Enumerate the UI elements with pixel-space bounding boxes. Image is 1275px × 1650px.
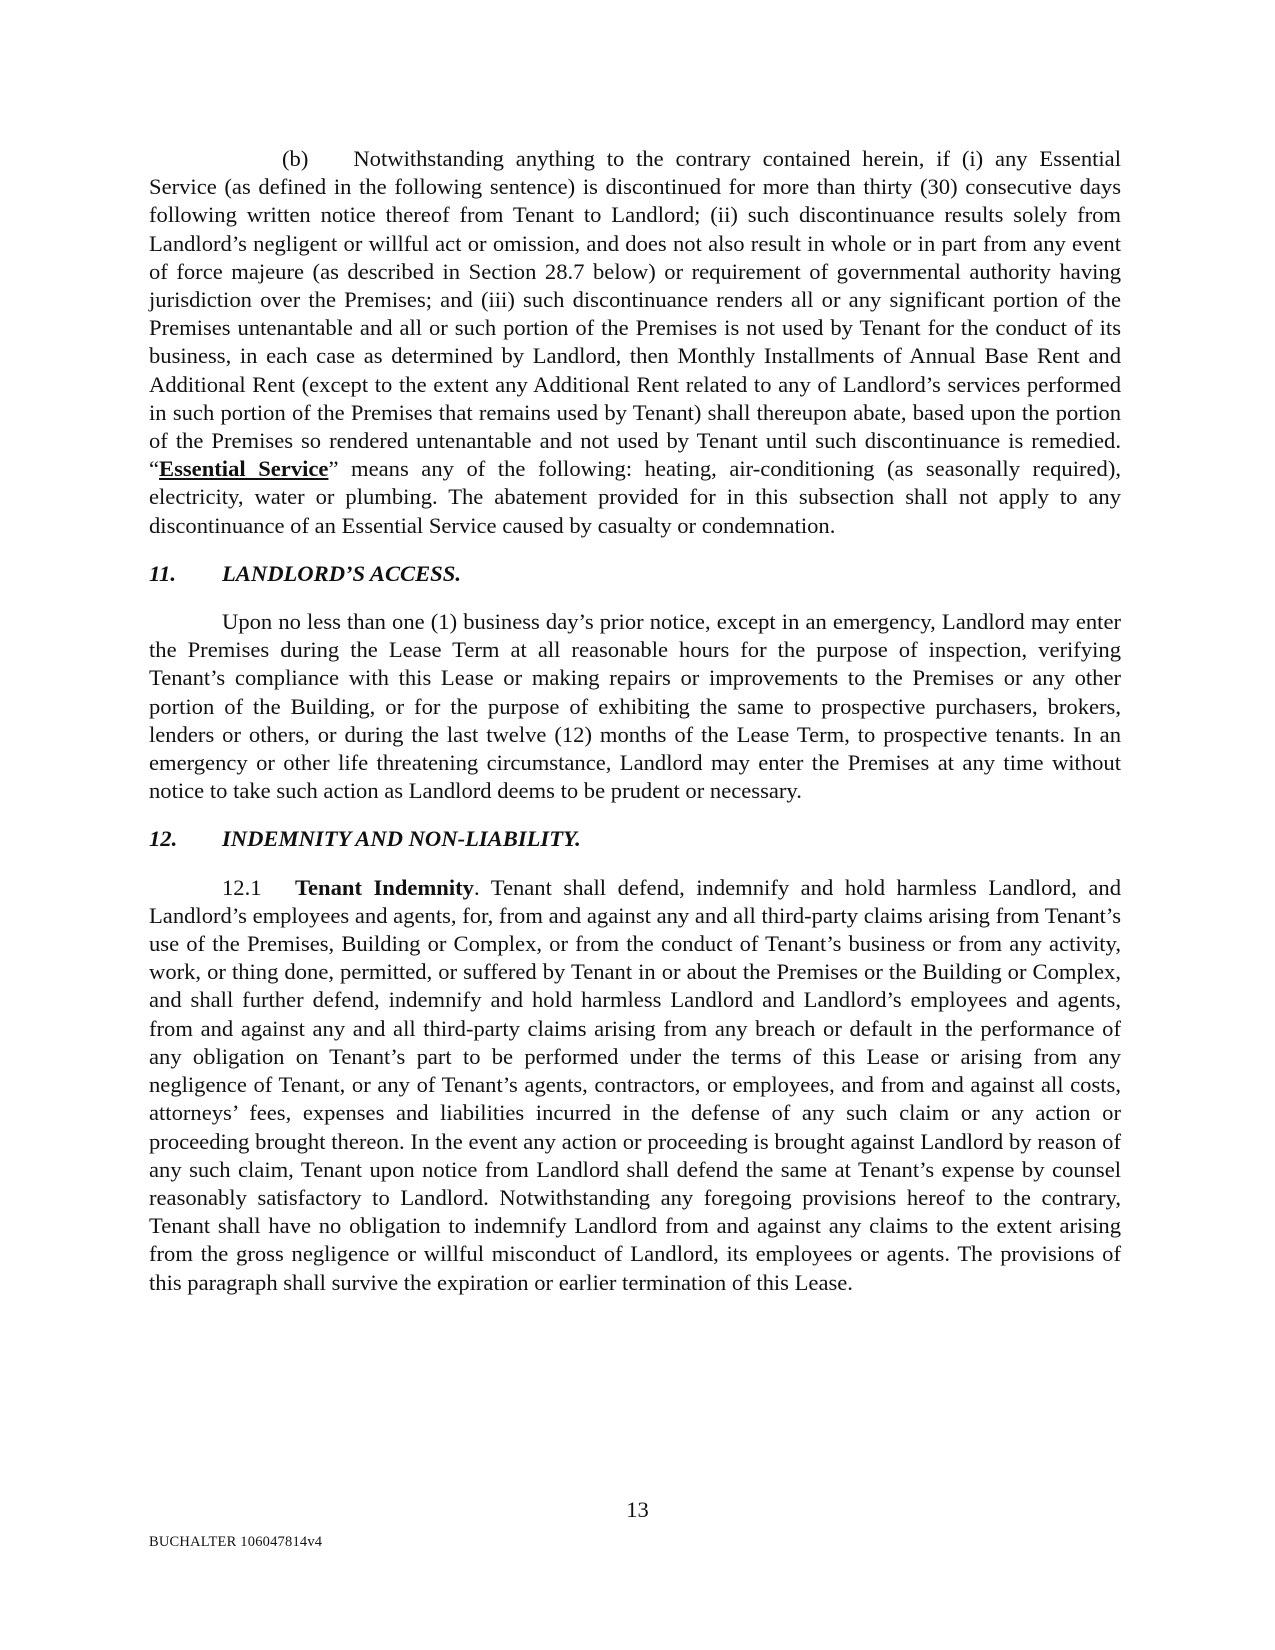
section-10b-paragraph (149, 145, 1121, 540)
document-page (149, 145, 1121, 1297)
page-number: 13 (626, 1497, 649, 1522)
section-10b-label: (b) (282, 146, 309, 171)
section-11-title: LANDLORD’S ACCESS. (222, 560, 461, 586)
section-12-heading (149, 825, 1121, 853)
section-12-number: 12. (149, 826, 178, 852)
section-10b-text: Notwithstanding anything to the contrary contained herein, if (i) any Essential Service (as defined in the following sentence) is discontinued for more than thirty (30) consecutive days following written notice thereof from Tenant to Landlord; (ii) such discontinuance results solely from Landlord’s negligent or willful act or omission, and does not also result in whole or in part from any event of force majeure (as described in Section 28.7 below) or requirement of governmental authority having jurisdiction over the Premises; and (iii) such discontinuance renders all or any significant portion of the Premises untenantable and all or such portion of the Premises is not used by Tenant for the conduct of its business, in each case as determined by Landlord, then Monthly Installments of Annual Base Rent and Additional Rent (except to the extent any Additional Rent related to any of Landlord’s services performed in such portion of the Premises that remains used by Tenant) shall thereupon abate, based upon the portion of the Premises so rendered untenantable and not used by Tenant until such discontinuance is remedied. (149, 146, 1121, 454)
section-11-heading (149, 560, 1121, 588)
section-12-1-title: Tenant Indemnity (295, 874, 474, 900)
section-10b-text-continued: ” means any of the following: heating, air-conditioning (as seasonally required), electricity, water or plumbing. The abatement provided for in this subsection shall not apply to any discontinuance of an Essential Service caused by casualty or condemnation. (149, 456, 1121, 538)
section-11-body: Upon no less than one (1) business day’s prior notice, except in an emergency, Landlord may enter the Premises during the Lease Term at all reasonable hours for the purpose of inspection, verifying Tenant’s compliance with this Lease or making repairs or improvements to the Premises or any other portion of the Building, or for the purpose of exhibiting the same to prospective purchasers, brokers, lenders or others, or during the last twelve (12) months of the Lease Term, to prospective tenants. In an emergency or other life threatening circumstance, Landlord may enter the Premises at any time without notice to take such action as Landlord deems to be prudent or necessary. (149, 609, 1121, 804)
open-quote: “ (149, 456, 160, 482)
section-12-1-body: . Tenant shall defend, indemnify and hold harmless Landlord, and Landlord’s employees and agents, for, from and against any and all third-party claims arising from Tenant’s use of the Premises, Building or Complex, or from the conduct of Tenant’s business or from any activity, work, or thing done, permitted, or suffered by Tenant in or about the Premises or the Building or Complex, and shall further defend, indemnify and hold harmless Landlord and Landlord’s employees and agents, from and against any and all third-party claims arising from any breach or default in the performance of any obligation on Tenant’s part to be performed under the terms of this Lease or arising from any negligence of Tenant, or any of Tenant’s agents, contractors, or employees, and from and against all costs, attorneys’ fees, expenses and liabilities incurred in the defense of any such claim or any action or proceeding brought thereon. In the event any action or proceeding is brought against Landlord by reason of any such claim, Tenant upon notice from Landlord shall defend the same at Tenant’s expense by counsel reasonably satisfactory to Landlord. Notwithstanding any foregoing provisions hereof to the contrary, Tenant shall have no obligation to indemnify Landlord from and against any claims to the extent arising from the gross negligence or willful misconduct of Landlord, its employees or agents. The provisions of this paragraph shall survive the expiration or earlier termination of this Lease. (149, 874, 1121, 1295)
document-id: BUCHALTER 106047814v4 (149, 1534, 323, 1550)
section-11-number: 11. (149, 560, 176, 586)
section-12-1-paragraph (149, 874, 1121, 1297)
defined-term-essential-service: Essential Service (159, 456, 329, 482)
section-12-1-number: 12.1 (222, 874, 262, 900)
section-12-title: INDEMNITY AND NON-LIABILITY. (222, 826, 581, 852)
